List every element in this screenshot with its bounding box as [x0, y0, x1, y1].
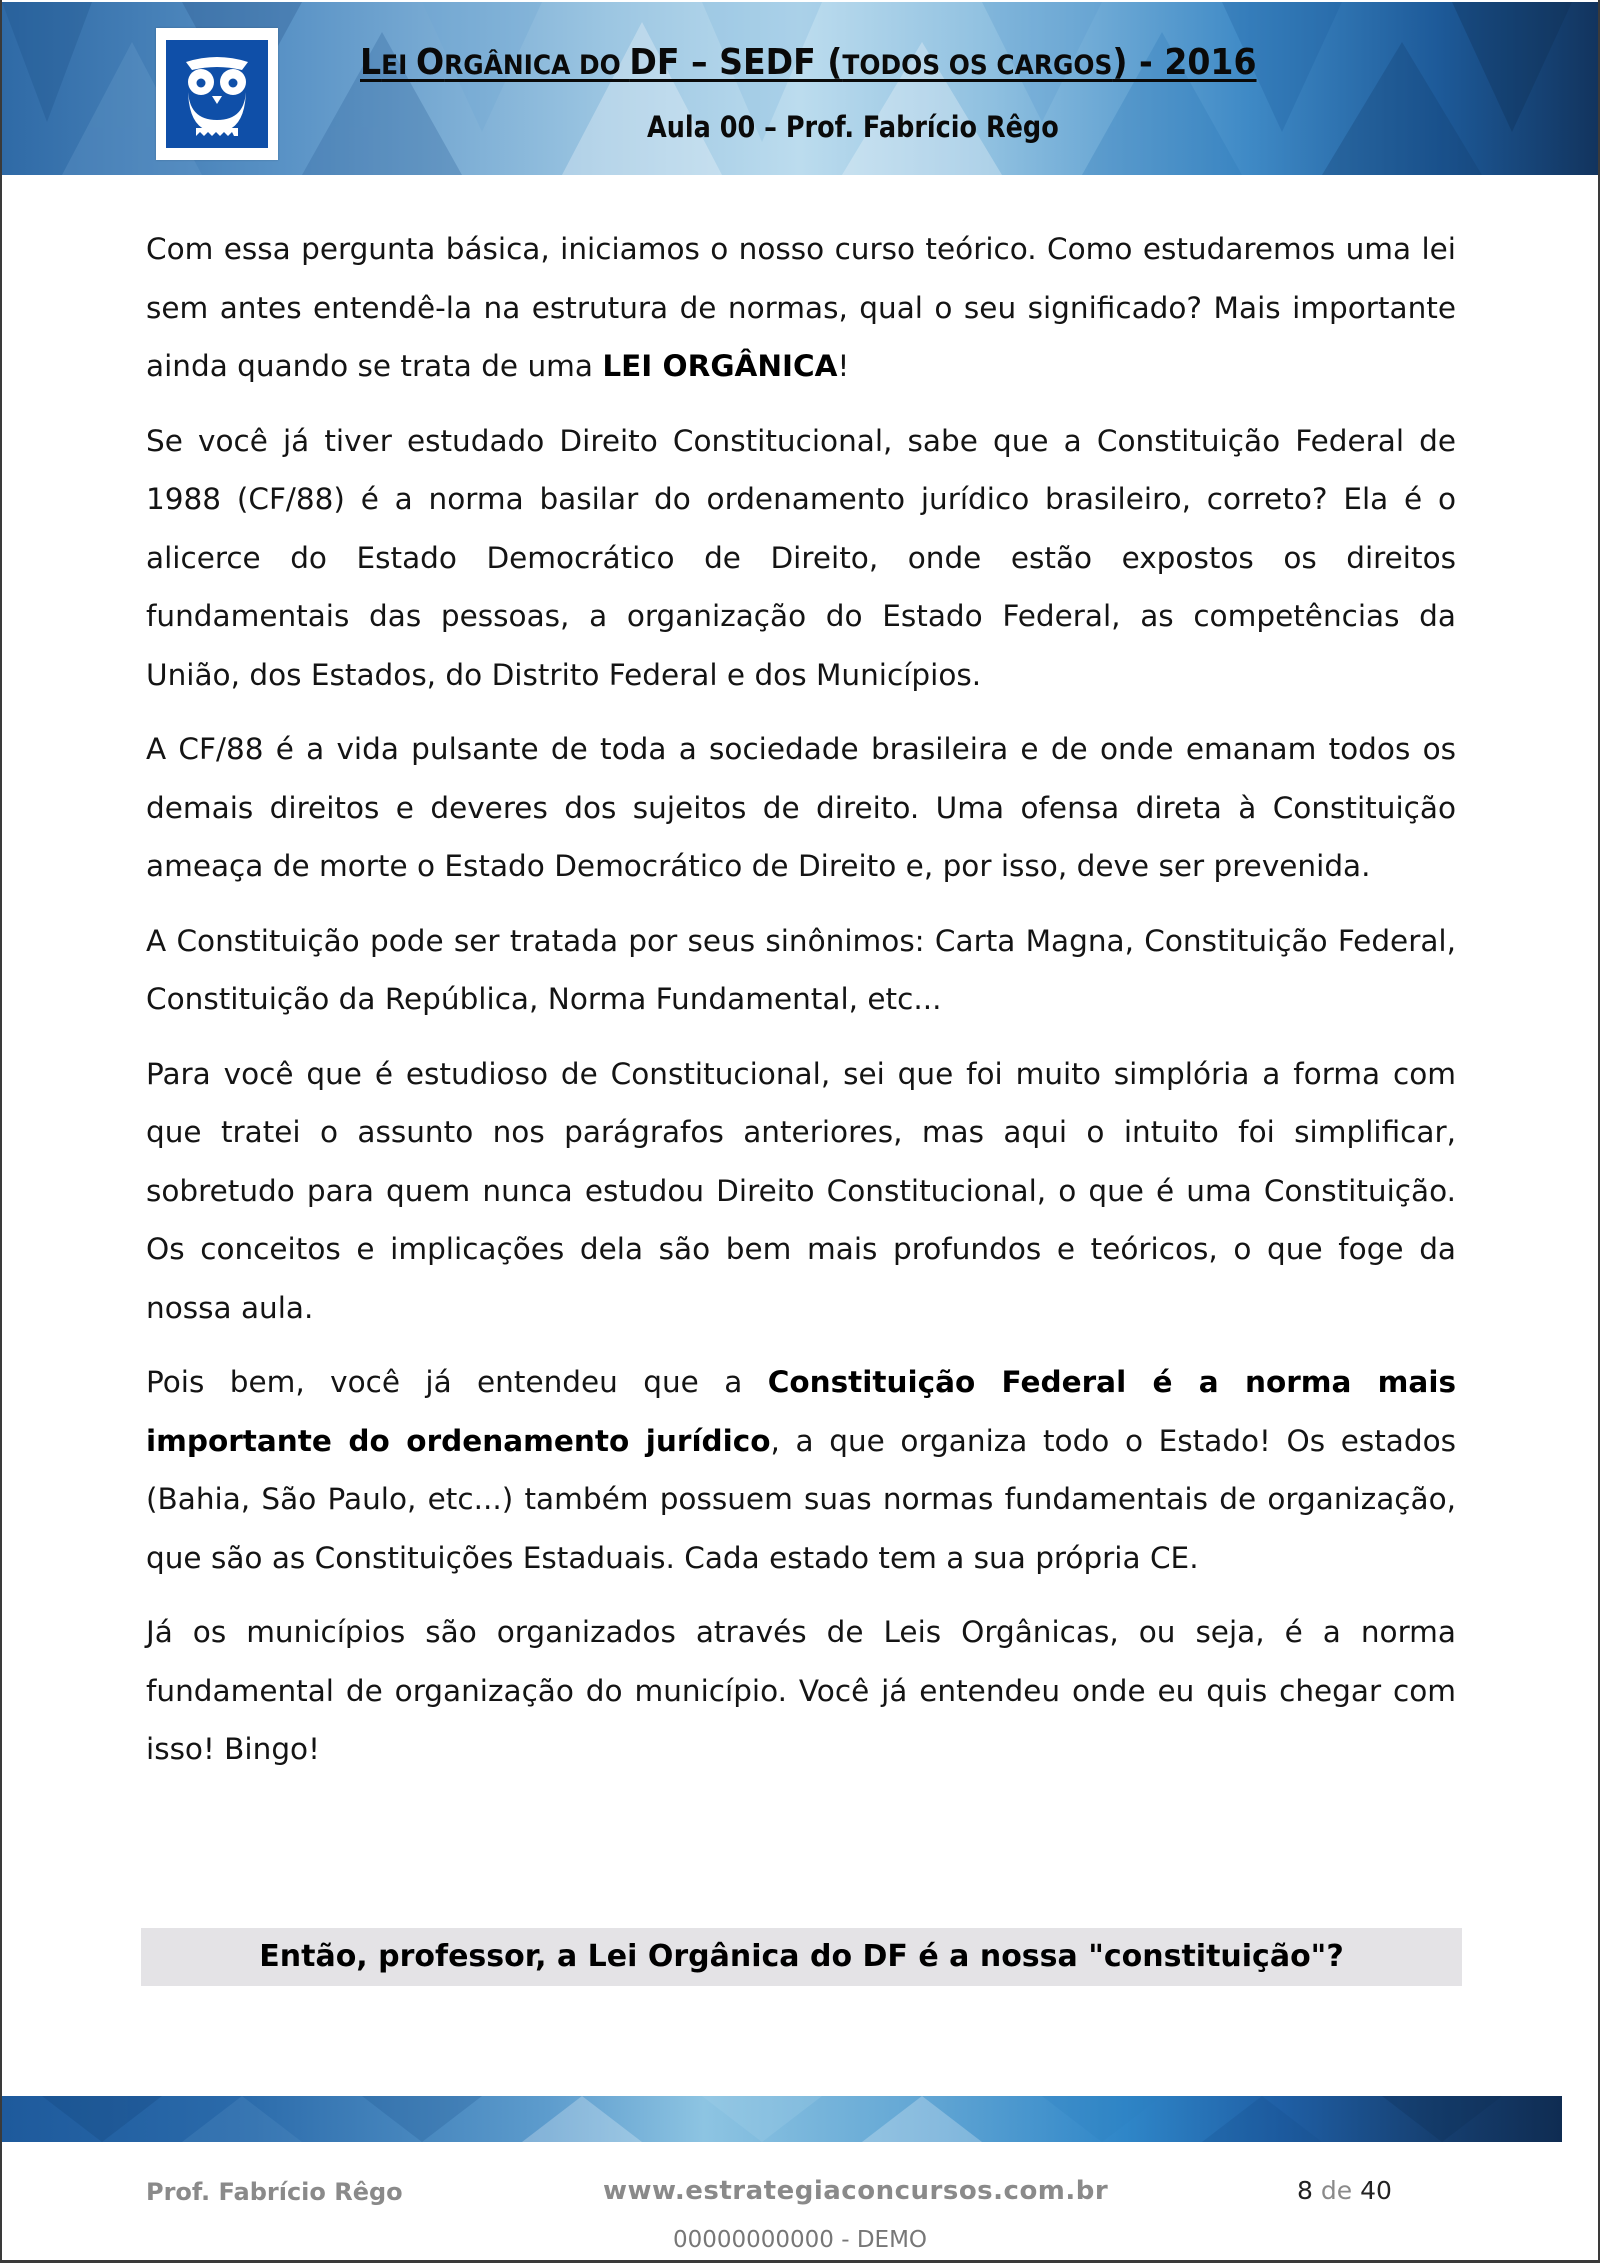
text-segment: Para você que é estudioso de Constitucional, sei que foi muito simplória a forma com que tratei o assunto nos parágrafos anteriores, mas aqui o intuito foi simplificar, sobretudo para quem nunca estudou Direito Constitucional, o que é uma Constituição. Os conceitos e implicações dela são bem mais profundos e teóricos, o que foge da nossa aula. [146, 1056, 1456, 1325]
document-subtitle: Aula 00 – Prof. Fabrício Rêgo [647, 110, 1059, 144]
text-segment: Se você já tiver estudado Direito Constitucional, sabe que a Constituição Federal de 1988 (CF/88) é a norma basilar do ordenamento jurídico brasileiro, correto? Ela é o alicerce do Estado Democrático de Direito, onde estão expostos os direitos fundamentais das pessoas, a organização do Estado Federal, as competências da União, dos Estados, do Distrito Federal e dos Municípios. [146, 423, 1456, 692]
page-total: 40 [1360, 2176, 1392, 2205]
title-part: EI [381, 50, 416, 81]
title-part: O [415, 42, 445, 83]
title-part: RGÂNICA DO [444, 50, 630, 81]
page-number [1297, 2176, 1392, 2205]
text-segment: Já os municípios são organizados através de Leis Orgânicas, ou seja, é a norma fundamental de organização do município. Você já entendeu onde eu quis chegar com isso! Bingo! [146, 1615, 1456, 1766]
callout-text: Então, professor, a Lei Orgânica do DF é a nossa "constituição"? [259, 1939, 1344, 1974]
text-segment: A Constituição pode ser tratada por seus sinônimos: Carta Magna, Constituição Federal, Constituição da República, Norma Fundamental, etc... [146, 923, 1456, 1016]
paragraph [146, 412, 1456, 705]
footer-triangle-pattern [2, 2096, 1562, 2142]
paragraph [146, 1603, 1456, 1779]
bold-text: LEI ORGÂNICA [602, 349, 838, 383]
title-part: DF – SEDF ( [629, 42, 843, 83]
title-part: TODOS OS CARGOS [842, 50, 1113, 81]
paragraph [146, 1353, 1456, 1587]
footer-banner [2, 2096, 1562, 2142]
footer-author: Prof. Fabrício Rêgo [146, 2178, 403, 2206]
document-title [360, 42, 1335, 83]
page-current: 8 [1297, 2176, 1313, 2205]
logo-frame [156, 28, 278, 160]
paragraph [146, 220, 1456, 396]
paragraph [146, 1045, 1456, 1338]
question-callout [141, 1928, 1462, 1986]
page-separator: de [1320, 2176, 1353, 2205]
text-segment: A CF/88 é a vida pulsante de toda a sociedade brasileira e de onde emanam todos os demais direitos e deveres dos sujeitos de direito. Uma ofensa direta à Constituição ameaça de morte o Estado Democrático de Direito e, por isso, deve ser prevenida. [146, 732, 1456, 883]
demo-watermark: 00000000000 - DEMO [672, 2227, 928, 2253]
title-part: L [360, 42, 382, 83]
footer-website-link[interactable]: www.estrategiaconcursos.com.br [603, 2176, 1109, 2206]
text-segment: Pois bem, você já entendeu que a [146, 1365, 768, 1399]
text-segment: , a que organiza todo o Estado! Os estados (Bahia, São Paulo, etc...) também possuem suas normas fundamentais de organização, que são as Constituições Estaduais. Cada estado tem a sua própria CE. [146, 1423, 1457, 1575]
page-border-left [0, 0, 2, 2263]
owl-logo-icon [166, 40, 268, 148]
page-header-banner [2, 2, 1598, 175]
paragraph [146, 912, 1456, 1029]
paragraph [146, 720, 1456, 896]
title-part: ) - 2016 [1112, 42, 1257, 83]
bold-text: Constituição Federal é a norma mais importante do ordenamento jurídico [146, 1365, 1456, 1458]
text-segment: Com essa pergunta básica, iniciamos o nosso curso teórico. Como estudaremos uma lei sem antes entendê-la na estrutura de normas, qual o seu significado? Mais importante ainda quando se trata de uma [146, 232, 1456, 383]
body-content [146, 220, 1456, 1795]
text-segment: ! [837, 349, 850, 383]
